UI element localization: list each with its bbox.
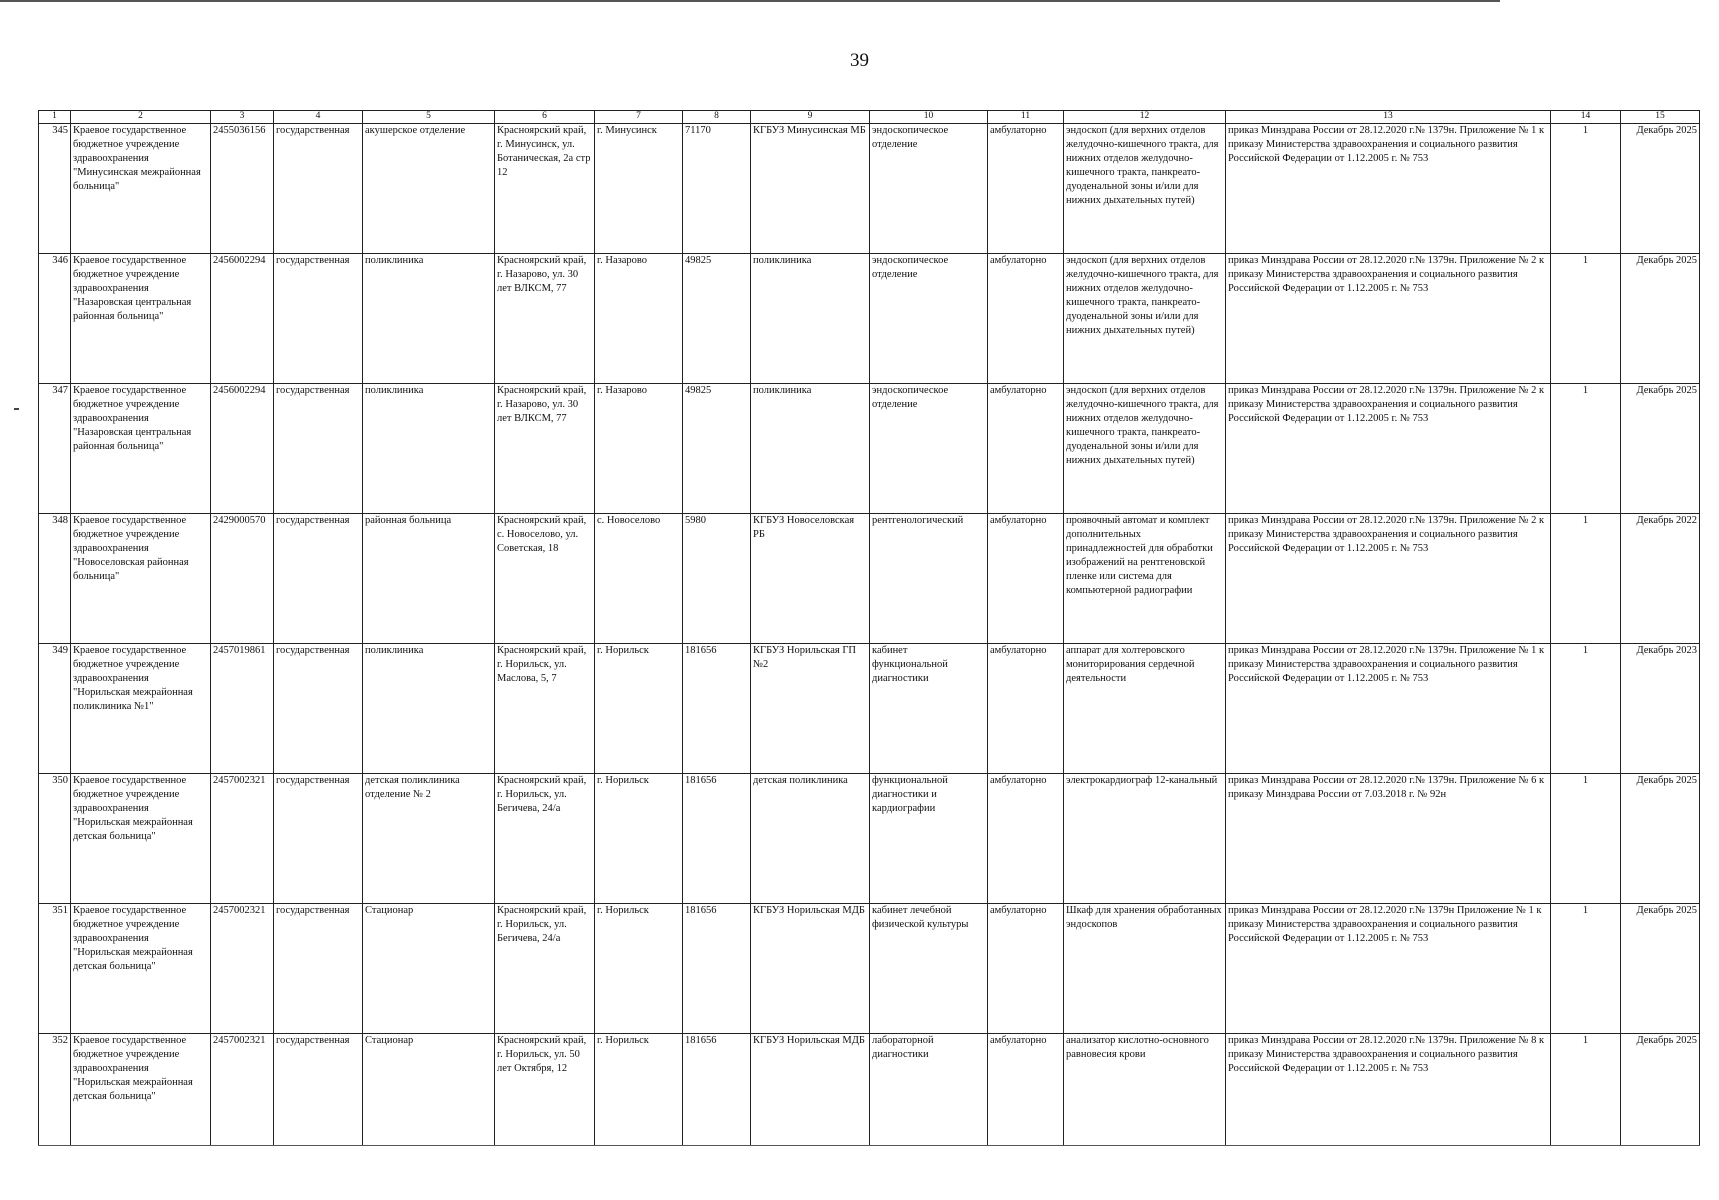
deadline-cell: Декабрь 2023 xyxy=(1621,644,1700,774)
column-number-4: 4 xyxy=(274,111,363,124)
locality-cell: г. Норильск xyxy=(595,644,683,774)
inn-code-cell: 2457019861 xyxy=(211,644,274,774)
ownership-type-cell: государственная xyxy=(274,904,363,1034)
table-row xyxy=(39,124,1700,254)
table-row xyxy=(39,904,1700,1034)
department-cell: рентгенологический xyxy=(870,514,988,644)
facility-name-cell: детская поликлиника xyxy=(751,774,870,904)
table-row xyxy=(39,514,1700,644)
department-cell: эндоскопическое отделение xyxy=(870,384,988,514)
standard-reference-cell: приказ Минздрава России от 28.12.2020 г.№ 1379н Приложение № 1 к приказу Министерства здравоохранения и социального развития Российской Федерации от 1.12.2005 г. № 753 xyxy=(1226,904,1551,1034)
address-cell: Красноярский край, г. Норильск, ул. Бегичева, 24/а xyxy=(495,774,595,904)
department-cell: эндоскопическое отделение xyxy=(870,124,988,254)
deadline-cell: Декабрь 2025 xyxy=(1621,254,1700,384)
page-number: 39 xyxy=(850,50,869,71)
inn-code-cell: 2456002294 xyxy=(211,384,274,514)
population-cell: 181656 xyxy=(683,644,751,774)
row-number-cell: 350 xyxy=(39,774,71,904)
quantity-cell: 1 xyxy=(1551,1034,1621,1146)
standard-reference-cell: приказ Минздрава России от 28.12.2020 г.№ 1379н. Приложение № 2 к приказу Министерства здравоохранения и социального развития Российской Федерации от 1.12.2005 г. № 753 xyxy=(1226,514,1551,644)
inn-code-cell: 2457002321 xyxy=(211,904,274,1034)
ownership-type-cell: государственная xyxy=(274,644,363,774)
deadline-cell: Декабрь 2025 xyxy=(1621,774,1700,904)
address-cell: Красноярский край, г. Назарово, ул. 30 лет ВЛКСМ, 77 xyxy=(495,254,595,384)
ownership-type-cell: государственная xyxy=(274,514,363,644)
department-cell: кабинет лечебной физической культуры xyxy=(870,904,988,1034)
organization-name-cell: Краевое государственное бюджетное учреждение здравоохранения "Норильская межрайонная детская больница" xyxy=(71,774,211,904)
population-cell: 49825 xyxy=(683,254,751,384)
equipment-name-cell: эндоскоп (для верхних отделов желудочно-кишечного тракта, для нижних отделов желудочно-кишечного тракта, панкреато-дуоденальной зоны и/или для нижних дыхательных путей) xyxy=(1064,254,1226,384)
equipment-name-cell: эндоскоп (для верхних отделов желудочно-кишечного тракта, для нижних отделов желудочно-кишечного тракта, панкреато-дуоденальной зоны и/или для нижних дыхательных путей) xyxy=(1064,124,1226,254)
structural-unit-cell: районная больница xyxy=(363,514,495,644)
standard-reference-cell: приказ Минздрава России от 28.12.2020 г.№ 1379н. Приложение № 1 к приказу Министерства здравоохранения и социального развития Российской Федерации от 1.12.2005 г. № 753 xyxy=(1226,124,1551,254)
care-form-cell: амбулаторно xyxy=(988,1034,1064,1146)
organization-name-cell: Краевое государственное бюджетное учреждение здравоохранения "Новоселовская районная больница" xyxy=(71,514,211,644)
address-cell: Красноярский край, г. Минусинск, ул. Ботаническая, 2а стр 12 xyxy=(495,124,595,254)
structural-unit-cell: детская поликлиника отделение № 2 xyxy=(363,774,495,904)
equipment-name-cell: аппарат для холтеровского мониторирования сердечной деятельности xyxy=(1064,644,1226,774)
table-row xyxy=(39,254,1700,384)
ownership-type-cell: государственная xyxy=(274,124,363,254)
locality-cell: г. Минусинск xyxy=(595,124,683,254)
structural-unit-cell: поликлиника xyxy=(363,384,495,514)
equipment-name-cell: проявочный автомат и комплект дополнительных принадлежностей для обработки изображений на рентгеновской пленке или система для компьютерной радиографии xyxy=(1064,514,1226,644)
column-number-1: 1 xyxy=(39,111,71,124)
facility-name-cell: КГБУЗ Норильская ГП №2 xyxy=(751,644,870,774)
ownership-type-cell: государственная xyxy=(274,774,363,904)
inn-code-cell: 2456002294 xyxy=(211,254,274,384)
column-number-row xyxy=(39,111,1700,124)
standard-reference-cell: приказ Минздрава России от 28.12.2020 г.№ 1379н. Приложение № 6 к приказу Минздрава России от 7.03.2018 г. № 92н xyxy=(1226,774,1551,904)
ownership-type-cell: государственная xyxy=(274,1034,363,1146)
row-number-cell: 348 xyxy=(39,514,71,644)
address-cell: Красноярский край, г. Назарово, ул. 30 лет ВЛКСМ, 77 xyxy=(495,384,595,514)
structural-unit-cell: Стационар xyxy=(363,1034,495,1146)
department-cell: лабораторной диагностики xyxy=(870,1034,988,1146)
care-form-cell: амбулаторно xyxy=(988,904,1064,1034)
quantity-cell: 1 xyxy=(1551,254,1621,384)
structural-unit-cell: Стационар xyxy=(363,904,495,1034)
address-cell: Красноярский край, г. Норильск, ул. Маслова, 5, 7 xyxy=(495,644,595,774)
population-cell: 71170 xyxy=(683,124,751,254)
inn-code-cell: 2455036156 xyxy=(211,124,274,254)
equipment-name-cell: анализатор кислотно-основного равновесия крови xyxy=(1064,1034,1226,1146)
column-number-8: 8 xyxy=(683,111,751,124)
standard-reference-cell: приказ Минздрава России от 28.12.2020 г.№ 1379н. Приложение № 2 к приказу Министерства здравоохранения и социального развития Российской Федерации от 1.12.2005 г. № 753 xyxy=(1226,254,1551,384)
row-number-cell: 345 xyxy=(39,124,71,254)
table-row xyxy=(39,1034,1700,1146)
locality-cell: г. Назарово xyxy=(595,254,683,384)
column-number-5: 5 xyxy=(363,111,495,124)
organization-name-cell: Краевое государственное бюджетное учреждение здравоохранения "Назаровская центральная районная больница" xyxy=(71,254,211,384)
column-number-2: 2 xyxy=(71,111,211,124)
margin-mark xyxy=(14,408,19,410)
table-body xyxy=(39,124,1700,1146)
locality-cell: г. Назарово xyxy=(595,384,683,514)
ownership-type-cell: государственная xyxy=(274,384,363,514)
table-row xyxy=(39,644,1700,774)
facility-name-cell: КГБУЗ Норильская МДБ xyxy=(751,1034,870,1146)
care-form-cell: амбулаторно xyxy=(988,384,1064,514)
population-cell: 181656 xyxy=(683,1034,751,1146)
facility-name-cell: КГБУЗ Минусинская МБ xyxy=(751,124,870,254)
table-row xyxy=(39,774,1700,904)
quantity-cell: 1 xyxy=(1551,384,1621,514)
population-cell: 181656 xyxy=(683,774,751,904)
column-number-12: 12 xyxy=(1064,111,1226,124)
quantity-cell: 1 xyxy=(1551,644,1621,774)
ownership-type-cell: государственная xyxy=(274,254,363,384)
organization-name-cell: Краевое государственное бюджетное учреждение здравоохранения "Норильская межрайонная детская больница" xyxy=(71,904,211,1034)
organization-name-cell: Краевое государственное бюджетное учреждение здравоохранения "Минусинская межрайонная больница" xyxy=(71,124,211,254)
quantity-cell: 1 xyxy=(1551,904,1621,1034)
department-cell: кабинет функциональной диагностики xyxy=(870,644,988,774)
standard-reference-cell: приказ Минздрава России от 28.12.2020 г.№ 1379н. Приложение № 8 к приказу Министерства здравоохранения и социального развития Российской Федерации от 1.12.2005 г. № 753 xyxy=(1226,1034,1551,1146)
quantity-cell: 1 xyxy=(1551,774,1621,904)
column-number-9: 9 xyxy=(751,111,870,124)
inn-code-cell: 2429000570 xyxy=(211,514,274,644)
deadline-cell: Декабрь 2025 xyxy=(1621,124,1700,254)
structural-unit-cell: поликлиника xyxy=(363,644,495,774)
care-form-cell: амбулаторно xyxy=(988,774,1064,904)
population-cell: 181656 xyxy=(683,904,751,1034)
column-number-10: 10 xyxy=(870,111,988,124)
organization-name-cell: Краевое государственное бюджетное учреждение здравоохранения "Назаровская центральная районная больница" xyxy=(71,384,211,514)
inn-code-cell: 2457002321 xyxy=(211,774,274,904)
population-cell: 49825 xyxy=(683,384,751,514)
locality-cell: г. Норильск xyxy=(595,774,683,904)
care-form-cell: амбулаторно xyxy=(988,644,1064,774)
row-number-cell: 352 xyxy=(39,1034,71,1146)
row-number-cell: 351 xyxy=(39,904,71,1034)
standard-reference-cell: приказ Минздрава России от 28.12.2020 г.№ 1379н. Приложение № 1 к приказу Министерства здравоохранения и социального развития Российской Федерации от 1.12.2005 г. № 753 xyxy=(1226,644,1551,774)
address-cell: Красноярский край, с. Новоселово, ул. Советская, 18 xyxy=(495,514,595,644)
care-form-cell: амбулаторно xyxy=(988,124,1064,254)
table-row xyxy=(39,384,1700,514)
address-cell: Красноярский край, г. Норильск, ул. Бегичева, 24/а xyxy=(495,904,595,1034)
locality-cell: г. Норильск xyxy=(595,904,683,1034)
population-cell: 5980 xyxy=(683,514,751,644)
equipment-name-cell: Шкаф для хранения обработанных эндоскопов xyxy=(1064,904,1226,1034)
department-cell: функциональной диагностики и кардиографии xyxy=(870,774,988,904)
care-form-cell: амбулаторно xyxy=(988,514,1064,644)
department-cell: эндоскопическое отделение xyxy=(870,254,988,384)
care-form-cell: амбулаторно xyxy=(988,254,1064,384)
row-number-cell: 347 xyxy=(39,384,71,514)
facility-name-cell: КГБУЗ Новоселовская РБ xyxy=(751,514,870,644)
top-rule xyxy=(0,0,1500,2)
column-number-15: 15 xyxy=(1621,111,1700,124)
locality-cell: г. Норильск xyxy=(595,1034,683,1146)
column-number-14: 14 xyxy=(1551,111,1621,124)
facility-name-cell: поликлиника xyxy=(751,254,870,384)
deadline-cell: Декабрь 2025 xyxy=(1621,384,1700,514)
column-number-7: 7 xyxy=(595,111,683,124)
facility-name-cell: поликлиника xyxy=(751,384,870,514)
organization-name-cell: Краевое государственное бюджетное учреждение здравоохранения "Норильская межрайонная детская больница" xyxy=(71,1034,211,1146)
locality-cell: с. Новоселово xyxy=(595,514,683,644)
column-number-11: 11 xyxy=(988,111,1064,124)
row-number-cell: 346 xyxy=(39,254,71,384)
organization-name-cell: Краевое государственное бюджетное учреждение здравоохранения "Норильская межрайонная поликлиника №1" xyxy=(71,644,211,774)
quantity-cell: 1 xyxy=(1551,514,1621,644)
address-cell: Красноярский край, г. Норильск, ул. 50 лет Октября, 12 xyxy=(495,1034,595,1146)
standard-reference-cell: приказ Минздрава России от 28.12.2020 г.№ 1379н. Приложение № 2 к приказу Министерства здравоохранения и социального развития Российской Федерации от 1.12.2005 г. № 753 xyxy=(1226,384,1551,514)
deadline-cell: Декабрь 2025 xyxy=(1621,1034,1700,1146)
row-number-cell: 349 xyxy=(39,644,71,774)
structural-unit-cell: поликлиника xyxy=(363,254,495,384)
equipment-register-table xyxy=(38,110,1700,1146)
deadline-cell: Декабрь 2025 xyxy=(1621,904,1700,1034)
equipment-name-cell: эндоскоп (для верхних отделов желудочно-кишечного тракта, для нижних отделов желудочно-кишечного тракта, панкреато-дуоденальной зоны и/или для нижних дыхательных путей) xyxy=(1064,384,1226,514)
facility-name-cell: КГБУЗ Норильская МДБ xyxy=(751,904,870,1034)
column-number-3: 3 xyxy=(211,111,274,124)
inn-code-cell: 2457002321 xyxy=(211,1034,274,1146)
quantity-cell: 1 xyxy=(1551,124,1621,254)
column-number-13: 13 xyxy=(1226,111,1551,124)
column-number-6: 6 xyxy=(495,111,595,124)
structural-unit-cell: акушерское отделение xyxy=(363,124,495,254)
deadline-cell: Декабрь 2022 xyxy=(1621,514,1700,644)
equipment-name-cell: электрокардиограф 12-канальный xyxy=(1064,774,1226,904)
